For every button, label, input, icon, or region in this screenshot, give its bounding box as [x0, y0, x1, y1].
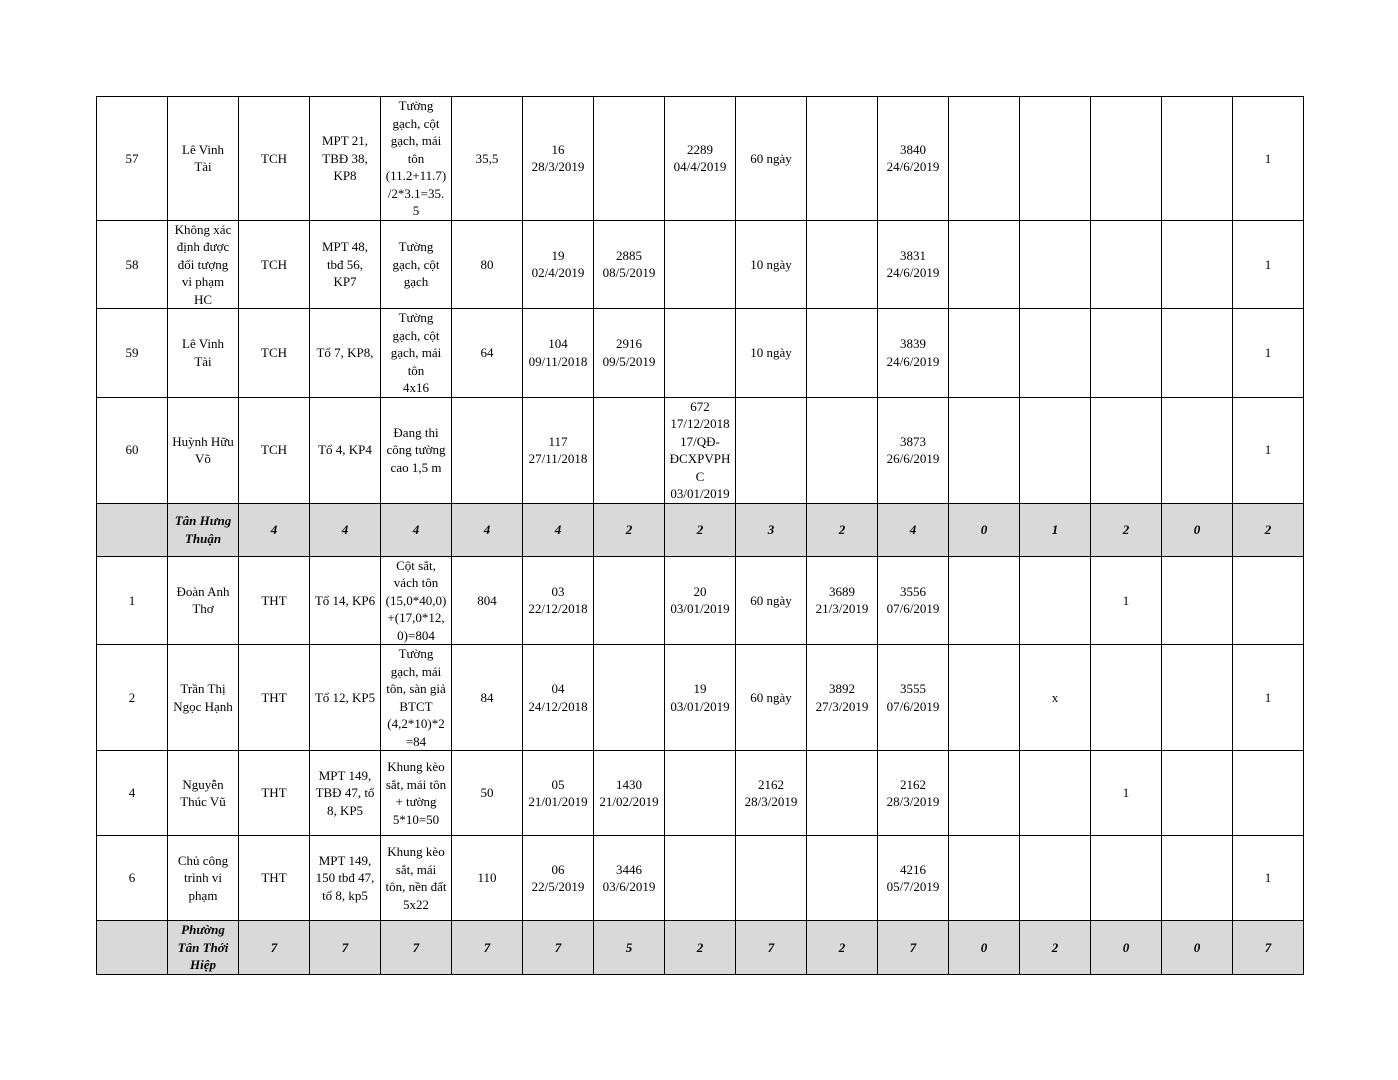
table-cell: Đang thi công tường cao 1,5 m — [381, 397, 452, 503]
table-cell: 05 21/01/2019 — [523, 751, 594, 836]
table-cell — [1162, 645, 1233, 751]
table-cell: 3839 24/6/2019 — [878, 309, 949, 398]
table-cell — [949, 309, 1020, 398]
table-cell: 2 — [1233, 503, 1304, 556]
subtotal-row — [97, 921, 1304, 975]
table-cell — [736, 397, 807, 503]
table-cell: TCH — [239, 220, 310, 309]
table-cell: Tường gạch, cột gạch — [381, 220, 452, 309]
table-cell — [665, 836, 736, 921]
table-cell: 7 — [523, 921, 594, 975]
table-cell: MPT 48, tbđ 56, KP7 — [310, 220, 381, 309]
table-cell: 1 — [1020, 503, 1091, 556]
table-row — [97, 645, 1304, 751]
table-cell: Khung kèo sắt, mái tôn, nền đất 5x22 — [381, 836, 452, 921]
table-cell: 110 — [452, 836, 523, 921]
table-cell — [949, 645, 1020, 751]
table-cell — [1020, 836, 1091, 921]
table-cell: Tổ 12, KP5 — [310, 645, 381, 751]
table-cell: 1 — [1091, 751, 1162, 836]
table-cell: 58 — [97, 220, 168, 309]
table-cell: 7 — [1233, 921, 1304, 975]
table-cell: Tân Hưng Thuận — [168, 503, 239, 556]
table-cell — [807, 309, 878, 398]
table-cell: 7 — [310, 921, 381, 975]
table-cell: 7 — [452, 921, 523, 975]
table-cell — [665, 751, 736, 836]
table-cell — [949, 751, 1020, 836]
table-cell — [1020, 751, 1091, 836]
table-cell — [807, 97, 878, 221]
table-cell — [807, 751, 878, 836]
table-row — [97, 309, 1304, 398]
table-cell — [594, 397, 665, 503]
table-cell: THT — [239, 645, 310, 751]
table-cell: 4 — [97, 751, 168, 836]
table-cell — [1020, 556, 1091, 645]
table-cell: 4 — [452, 503, 523, 556]
table-cell: 1 — [1091, 556, 1162, 645]
table-cell: 35,5 — [452, 97, 523, 221]
table-cell: 2289 04/4/2019 — [665, 97, 736, 221]
table-cell: 0 — [949, 921, 1020, 975]
table-cell: 04 24/12/2018 — [523, 645, 594, 751]
table-cell: 117 27/11/2018 — [523, 397, 594, 503]
table-cell — [1091, 309, 1162, 398]
table-cell: 10 ngày — [736, 220, 807, 309]
table-cell — [1091, 97, 1162, 221]
table-cell: 1430 21/02/2019 — [594, 751, 665, 836]
table-cell: 0 — [1162, 921, 1233, 975]
table-cell — [1091, 397, 1162, 503]
table-cell: THT — [239, 836, 310, 921]
table-cell: Trần Thị Ngọc Hạnh — [168, 645, 239, 751]
table-cell: 4 — [878, 503, 949, 556]
table-cell — [1162, 751, 1233, 836]
table-cell: 3446 03/6/2019 — [594, 836, 665, 921]
table-cell: 0 — [1162, 503, 1233, 556]
table-cell: 60 ngày — [736, 556, 807, 645]
table-cell — [97, 921, 168, 975]
table-cell: 60 ngày — [736, 645, 807, 751]
table-cell: Huỳnh Hữu Võ — [168, 397, 239, 503]
table-cell: 3555 07/6/2019 — [878, 645, 949, 751]
table-cell — [1091, 836, 1162, 921]
table-cell — [1162, 309, 1233, 398]
table-cell: 57 — [97, 97, 168, 221]
table-cell — [1162, 556, 1233, 645]
table-cell: 1 — [1233, 397, 1304, 503]
table-cell: Tường gạch, cột gạch, mái tôn (11.2+11.7) /2*3.1=35. 5 — [381, 97, 452, 221]
table-cell: 804 — [452, 556, 523, 645]
table-cell: 7 — [381, 921, 452, 975]
table-row — [97, 556, 1304, 645]
table-cell: Tổ 7, KP8, — [310, 309, 381, 398]
table-cell: Lê Vinh Tài — [168, 309, 239, 398]
table-cell: 4216 05/7/2019 — [878, 836, 949, 921]
table-cell — [97, 503, 168, 556]
table-cell: 3840 24/6/2019 — [878, 97, 949, 221]
table-cell: Cột sắt, vách tôn (15,0*40,0) +(17,0*12, 0)=804 — [381, 556, 452, 645]
table-cell: Không xác định được đối tượng vi phạm HC — [168, 220, 239, 309]
table-cell: 19 03/01/2019 — [665, 645, 736, 751]
table-cell — [594, 645, 665, 751]
table-cell — [949, 836, 1020, 921]
table-cell: 6 — [97, 836, 168, 921]
table-cell: MPT 149, 150 tbđ 47, tổ 8, kp5 — [310, 836, 381, 921]
table-cell: 2 — [1020, 921, 1091, 975]
table-cell — [452, 397, 523, 503]
table-cell: 1 — [1233, 220, 1304, 309]
table-cell: TCH — [239, 397, 310, 503]
table-cell: 2 — [665, 921, 736, 975]
table-cell: 2162 28/3/2019 — [736, 751, 807, 836]
table-cell: 4 — [310, 503, 381, 556]
table-cell: THT — [239, 751, 310, 836]
table-row — [97, 220, 1304, 309]
table-cell: 1 — [1233, 309, 1304, 398]
table-cell — [949, 397, 1020, 503]
table-cell: 104 09/11/2018 — [523, 309, 594, 398]
table-cell: 2916 09/5/2019 — [594, 309, 665, 398]
table-cell — [1233, 751, 1304, 836]
table-cell — [665, 220, 736, 309]
table-cell — [1162, 97, 1233, 221]
table-cell: Đoàn Anh Thơ — [168, 556, 239, 645]
table-cell — [1020, 397, 1091, 503]
table-cell: MPT 21, TBĐ 38, KP8 — [310, 97, 381, 221]
table-cell — [1091, 220, 1162, 309]
table-cell — [949, 97, 1020, 221]
table-cell: 19 02/4/2019 — [523, 220, 594, 309]
table-cell: 3556 07/6/2019 — [878, 556, 949, 645]
table-cell: Lê Vinh Tài — [168, 97, 239, 221]
table-cell: 4 — [239, 503, 310, 556]
subtotal-row — [97, 503, 1304, 556]
table-cell — [665, 309, 736, 398]
table-cell: Tường gạch, cột gạch, mái tôn 4x16 — [381, 309, 452, 398]
table-cell — [594, 97, 665, 221]
table-cell — [1162, 220, 1233, 309]
table-cell: 0 — [1091, 921, 1162, 975]
table-cell: 672 17/12/2018 17/QĐ- ĐCXPVPH C 03/01/2019 — [665, 397, 736, 503]
table-cell: 60 — [97, 397, 168, 503]
table-cell: 10 ngày — [736, 309, 807, 398]
violation-table — [96, 96, 1304, 975]
table-cell: Phường Tân Thới Hiệp — [168, 921, 239, 975]
table-row — [97, 751, 1304, 836]
table-cell: 2885 08/5/2019 — [594, 220, 665, 309]
table-cell — [1162, 836, 1233, 921]
table-cell: 2 — [97, 645, 168, 751]
table-cell: 20 03/01/2019 — [665, 556, 736, 645]
table-cell: 2 — [807, 921, 878, 975]
table-cell: 2 — [594, 503, 665, 556]
table-cell: 64 — [452, 309, 523, 398]
table-row — [97, 97, 1304, 221]
table-cell — [1020, 97, 1091, 221]
table-row — [97, 397, 1304, 503]
table-cell: 06 22/5/2019 — [523, 836, 594, 921]
table-cell: 03 22/12/2018 — [523, 556, 594, 645]
table-cell: 1 — [1233, 836, 1304, 921]
table-cell — [807, 397, 878, 503]
table-cell: 1 — [1233, 645, 1304, 751]
table-cell: THT — [239, 556, 310, 645]
table-cell: Nguyễn Thúc Vũ — [168, 751, 239, 836]
table-cell: 80 — [452, 220, 523, 309]
table-cell: 4 — [523, 503, 594, 556]
table-cell: 2162 28/3/2019 — [878, 751, 949, 836]
table-cell: 4 — [381, 503, 452, 556]
table-cell: 60 ngày — [736, 97, 807, 221]
table-cell: 0 — [949, 503, 1020, 556]
table-cell: Tường gạch, mái tôn, sàn giả BTCT (4,2*10)*2 =84 — [381, 645, 452, 751]
table-cell — [1020, 220, 1091, 309]
table-cell: 2 — [1091, 503, 1162, 556]
table-cell: TCH — [239, 309, 310, 398]
table-cell — [594, 556, 665, 645]
table-cell — [807, 220, 878, 309]
table-cell: 1 — [1233, 97, 1304, 221]
table-cell: 3 — [736, 503, 807, 556]
table-cell — [807, 836, 878, 921]
table-cell: 3873 26/6/2019 — [878, 397, 949, 503]
table-cell: 84 — [452, 645, 523, 751]
table-cell: 3831 24/6/2019 — [878, 220, 949, 309]
table-cell: 16 28/3/2019 — [523, 97, 594, 221]
table-cell: Chủ công trình vi phạm — [168, 836, 239, 921]
table-cell: 5 — [594, 921, 665, 975]
table-cell — [1091, 645, 1162, 751]
table-cell — [949, 556, 1020, 645]
table-cell — [1233, 556, 1304, 645]
table-cell: 50 — [452, 751, 523, 836]
table-cell: 2 — [665, 503, 736, 556]
table-cell: x — [1020, 645, 1091, 751]
table-cell: MPT 149, TBĐ 47, tổ 8, KP5 — [310, 751, 381, 836]
table-cell: TCH — [239, 97, 310, 221]
table-cell — [949, 220, 1020, 309]
table-cell — [1020, 309, 1091, 398]
table-row — [97, 836, 1304, 921]
table-cell: Tổ 4, KP4 — [310, 397, 381, 503]
table-cell: 1 — [97, 556, 168, 645]
table-cell — [1162, 397, 1233, 503]
table-cell: 2 — [807, 503, 878, 556]
table-cell: 7 — [736, 921, 807, 975]
table-cell: 3892 27/3/2019 — [807, 645, 878, 751]
table-cell: 7 — [239, 921, 310, 975]
table-cell: 3689 21/3/2019 — [807, 556, 878, 645]
table-cell — [736, 836, 807, 921]
table-cell: Khung kèo sắt, mái tôn + tường 5*10=50 — [381, 751, 452, 836]
table-cell: 59 — [97, 309, 168, 398]
table-cell: 7 — [878, 921, 949, 975]
table-cell: Tổ 14, KP6 — [310, 556, 381, 645]
